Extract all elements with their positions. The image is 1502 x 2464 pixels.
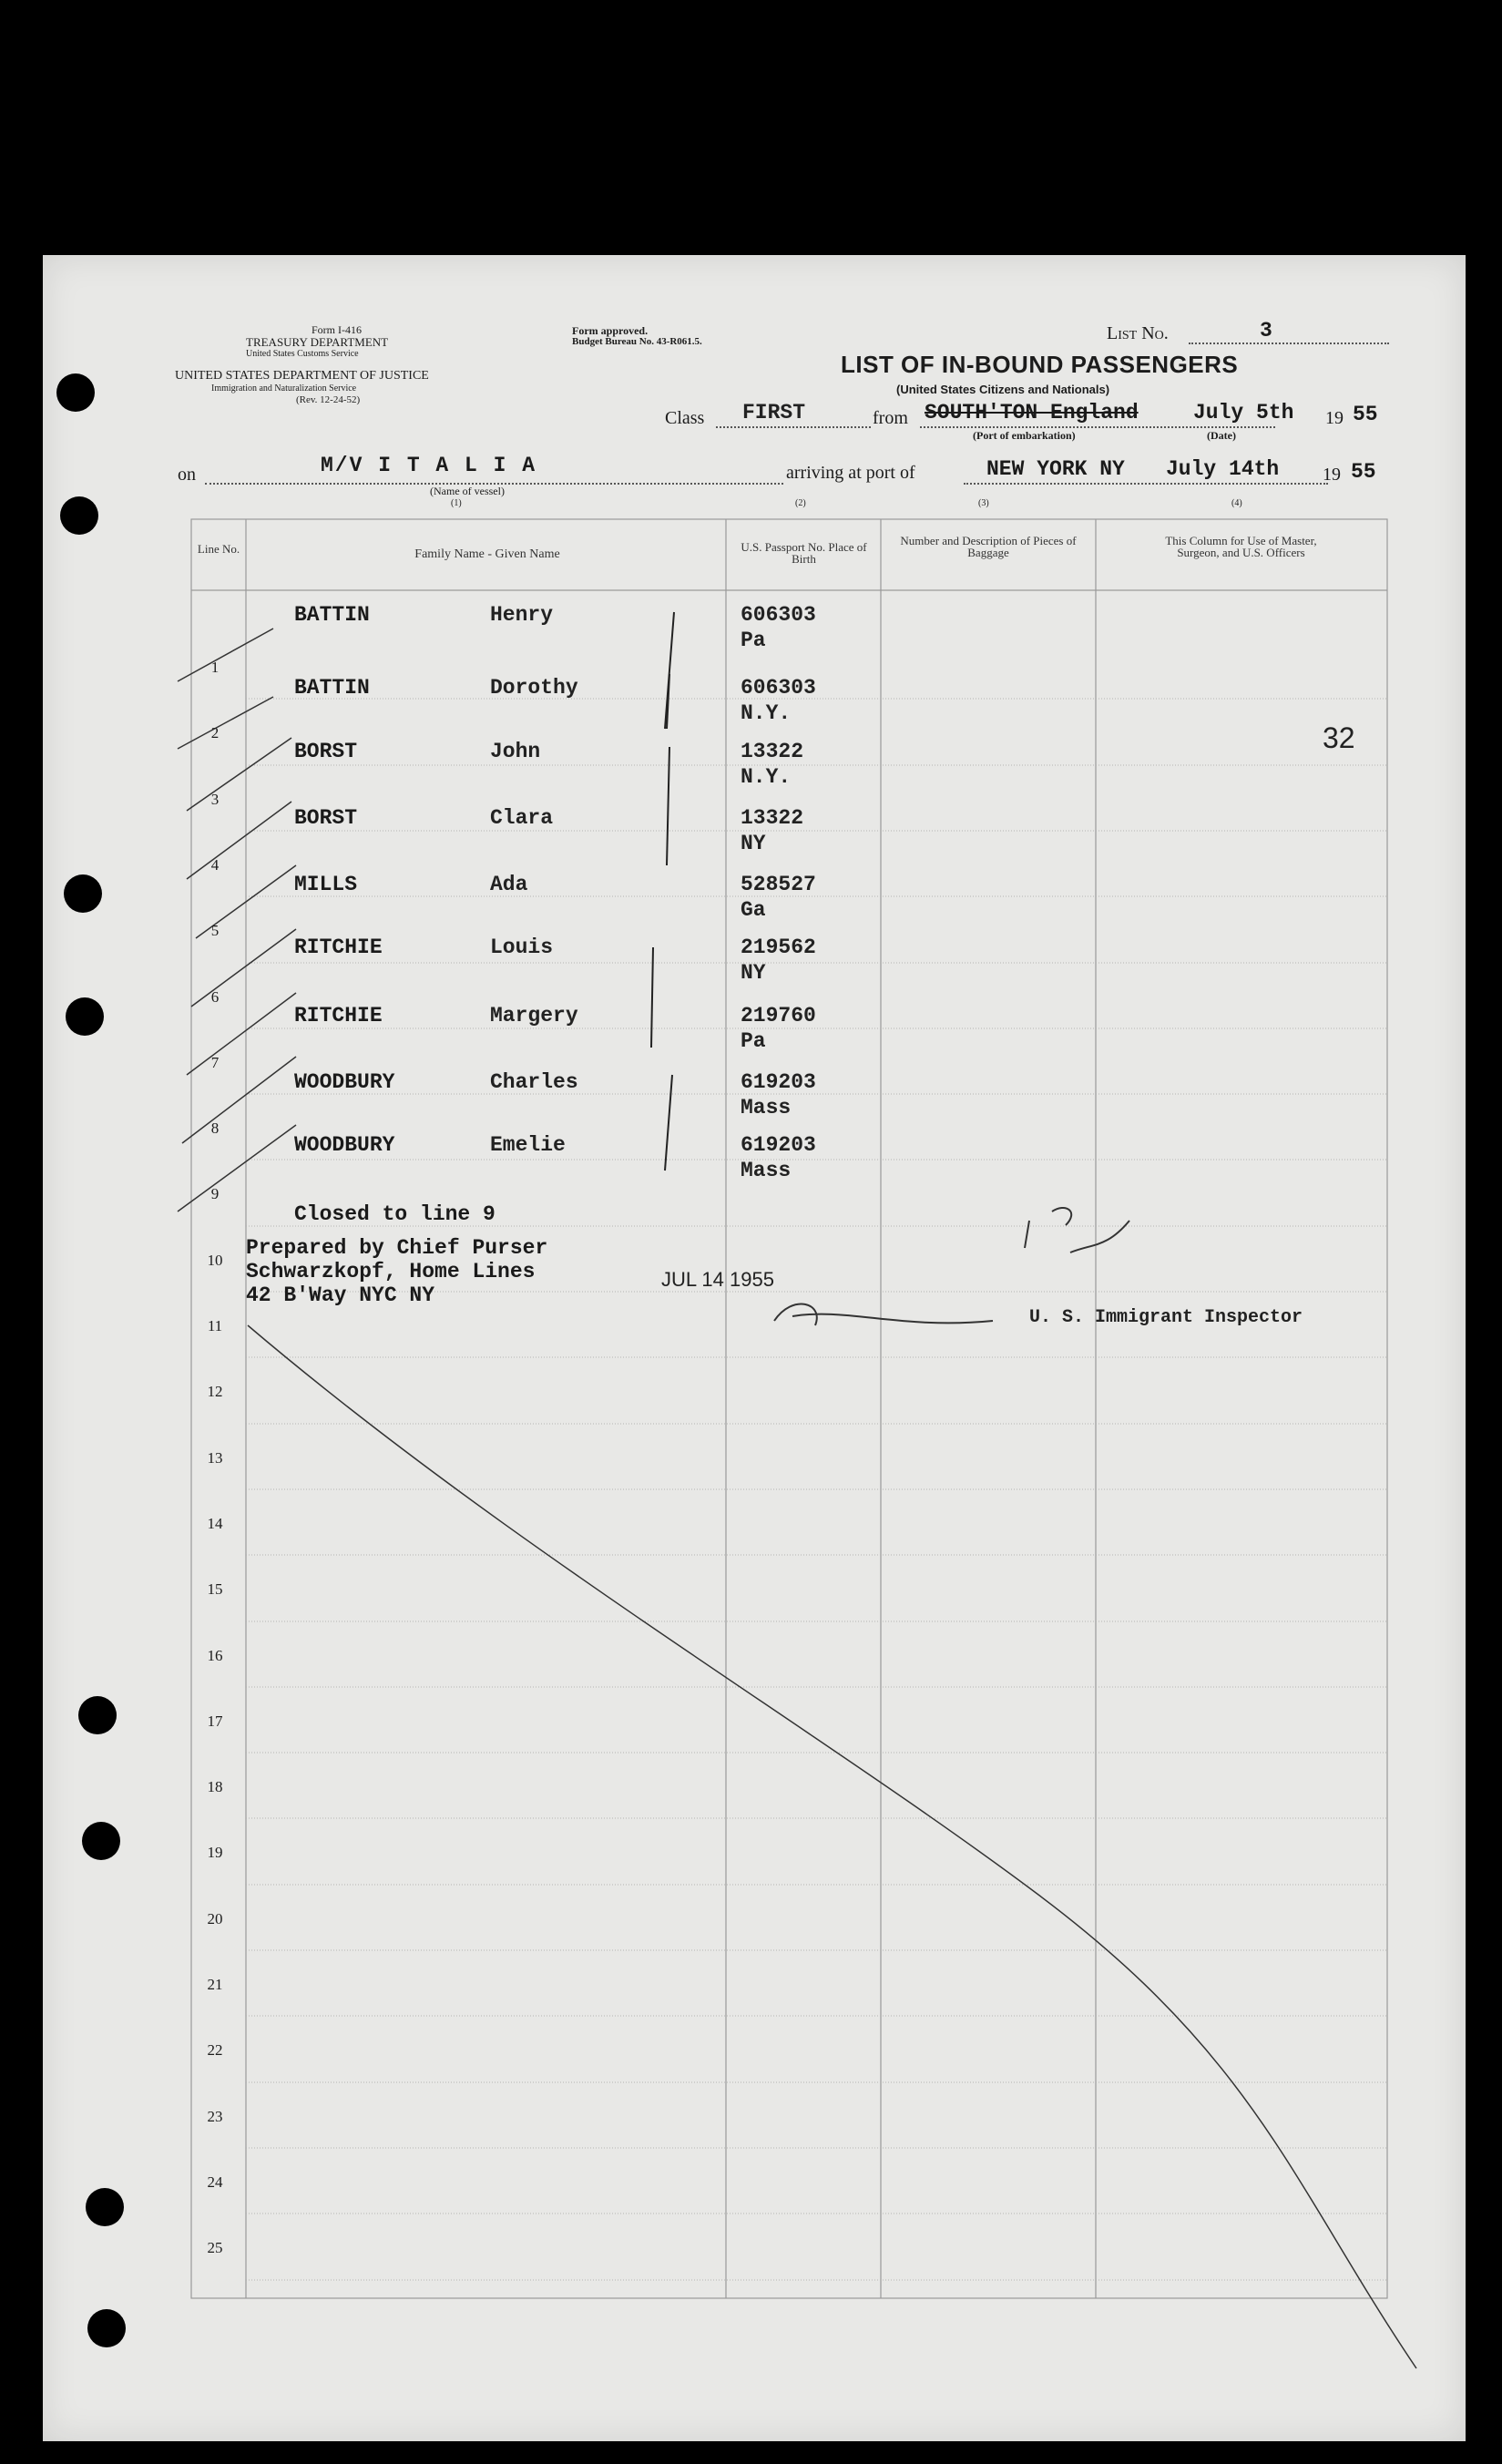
family-name: BORST bbox=[294, 806, 358, 830]
prepared-line-2: Schwarzkopf, Home Lines bbox=[246, 1260, 536, 1283]
class-value: FIRST bbox=[742, 401, 806, 424]
birth-place: Ga bbox=[741, 898, 766, 922]
ins-service: Immigration and Naturalization Service bbox=[211, 383, 357, 394]
birth-place: Pa bbox=[741, 1029, 766, 1053]
line-number: 16 bbox=[207, 1647, 223, 1664]
col-header-passport: U.S. Passport No. Place of Birth bbox=[741, 540, 867, 566]
from-date: July 5th bbox=[1193, 401, 1294, 424]
line-number: 21 bbox=[207, 1976, 223, 1993]
caption-4: (4) bbox=[1231, 498, 1242, 508]
col-header-line: Line No. bbox=[197, 542, 240, 556]
family-name: WOODBURY bbox=[294, 1133, 395, 1157]
from-label: from bbox=[873, 408, 908, 428]
prepared-line-1: Prepared by Chief Purser bbox=[246, 1236, 548, 1260]
caption-3: (3) bbox=[978, 498, 989, 508]
col-header-name: Family Name - Given Name bbox=[414, 547, 560, 561]
family-name: BATTIN bbox=[294, 603, 370, 627]
line-number: 14 bbox=[207, 1515, 223, 1532]
birth-place: N.Y. bbox=[741, 701, 792, 725]
passport-number: 606303 bbox=[741, 603, 816, 627]
line-number: 2 bbox=[210, 724, 220, 741]
arrival-date: July 14th bbox=[1166, 457, 1280, 481]
list-no-value: 3 bbox=[1260, 319, 1272, 343]
list-no-label: List No. bbox=[1107, 323, 1169, 343]
form-approved: Form approved. bbox=[572, 324, 649, 337]
given-name: Louis bbox=[490, 936, 554, 959]
passport-number: 13322 bbox=[741, 740, 804, 763]
year-prefix-2: 19 bbox=[1323, 465, 1341, 485]
family-name: MILLS bbox=[294, 873, 358, 896]
family-name: RITCHIE bbox=[294, 936, 383, 959]
revision: (Rev. 12-24-52) bbox=[296, 394, 361, 405]
given-name: Margery bbox=[490, 1004, 578, 1028]
on-label: on bbox=[178, 465, 196, 485]
inspector-label: U. S. Immigrant Inspector bbox=[1029, 1307, 1303, 1328]
passport-number: 13322 bbox=[741, 806, 804, 830]
given-name: Emelie bbox=[490, 1133, 566, 1157]
col-header-officers: This Column for Use of Master, Surgeon, and U.S. Officers bbox=[1165, 534, 1317, 559]
line-number: 9 bbox=[210, 1185, 220, 1202]
year-2: 55 bbox=[1351, 460, 1376, 484]
given-name: John bbox=[490, 740, 541, 763]
treasury-dept: TREASURY DEPARTMENT bbox=[246, 335, 389, 349]
passport-number: 528527 bbox=[741, 873, 816, 896]
passport-number: 619203 bbox=[741, 1070, 816, 1094]
line-number: 8 bbox=[210, 1120, 220, 1137]
arrival-port: NEW YORK NY bbox=[986, 457, 1125, 481]
birth-place: NY bbox=[741, 832, 766, 855]
closed-note: Closed to line 9 bbox=[294, 1202, 496, 1226]
line-number: 13 bbox=[207, 1449, 223, 1467]
line-number: 17 bbox=[207, 1713, 223, 1730]
budget-bureau: Budget Bureau No. 43-R061.5. bbox=[572, 336, 702, 347]
given-name: Henry bbox=[490, 603, 554, 627]
class-label: Class bbox=[665, 408, 705, 428]
officer-mark: 32 bbox=[1323, 721, 1355, 754]
line-number: 24 bbox=[207, 2173, 223, 2191]
birth-place: Mass bbox=[741, 1159, 792, 1182]
line-number: 3 bbox=[210, 791, 220, 808]
birth-place: Pa bbox=[741, 629, 766, 652]
passport-number: 606303 bbox=[741, 676, 816, 700]
caption-2: (2) bbox=[795, 498, 806, 508]
given-name: Clara bbox=[490, 806, 554, 830]
line-number: 18 bbox=[207, 1778, 223, 1795]
justice-dept: UNITED STATES DEPARTMENT OF JUSTICE bbox=[175, 369, 429, 383]
list-no-field bbox=[1189, 326, 1389, 344]
line-number: 20 bbox=[207, 1910, 223, 1927]
line-number: 5 bbox=[210, 922, 220, 939]
line-number: 19 bbox=[207, 1844, 223, 1861]
vessel-caption: (Name of vessel) bbox=[430, 485, 505, 497]
arriving-label: arriving at port of bbox=[786, 463, 915, 483]
line-number: 7 bbox=[210, 1054, 220, 1071]
birth-place: N.Y. bbox=[741, 765, 792, 789]
line-number: 25 bbox=[207, 2239, 223, 2256]
year-1: 55 bbox=[1353, 403, 1378, 426]
list-title: LIST OF IN-BOUND PASSENGERS bbox=[841, 351, 1239, 378]
line-number: 15 bbox=[207, 1580, 223, 1598]
family-name: RITCHIE bbox=[294, 1004, 383, 1028]
from-port: SOUTH'TON England bbox=[925, 401, 1139, 424]
customs-service: United States Customs Service bbox=[246, 349, 359, 359]
port-embark-caption: (Port of embarkation) bbox=[973, 429, 1076, 442]
caption-1: (1) bbox=[451, 498, 462, 508]
date-caption: (Date) bbox=[1207, 429, 1236, 442]
line-number: 4 bbox=[210, 856, 220, 874]
passport-number: 219562 bbox=[741, 936, 816, 959]
family-name: BATTIN bbox=[294, 676, 370, 700]
given-name: Charles bbox=[490, 1070, 578, 1094]
form-number: Form I-416 bbox=[312, 323, 362, 336]
family-name: BORST bbox=[294, 740, 358, 763]
line-number: 22 bbox=[207, 2041, 223, 2059]
birth-place: Mass bbox=[741, 1096, 792, 1120]
family-name: WOODBURY bbox=[294, 1070, 395, 1094]
date-stamp: JUL 14 1955 bbox=[661, 1268, 774, 1291]
vessel-name: M/V I T A L I A bbox=[321, 454, 537, 477]
col-header-baggage: Number and Description of Pieces of Baggage bbox=[900, 534, 1077, 559]
line-number: 10 bbox=[207, 1252, 223, 1269]
birth-place: NY bbox=[741, 961, 766, 985]
line-number: 6 bbox=[210, 988, 220, 1006]
line-number: 23 bbox=[207, 2108, 223, 2125]
line-number: 1 bbox=[210, 659, 220, 676]
list-subtitle: (United States Citizens and Nationals) bbox=[896, 383, 1110, 396]
given-name: Ada bbox=[490, 873, 528, 896]
line-number: 11 bbox=[207, 1317, 223, 1334]
prepared-line-3: 42 B'Way NYC NY bbox=[246, 1283, 435, 1307]
given-name: Dorothy bbox=[490, 676, 578, 700]
year-prefix-1: 19 bbox=[1325, 408, 1344, 428]
passport-number: 219760 bbox=[741, 1004, 816, 1028]
passport-number: 619203 bbox=[741, 1133, 816, 1157]
line-number: 12 bbox=[207, 1383, 223, 1400]
